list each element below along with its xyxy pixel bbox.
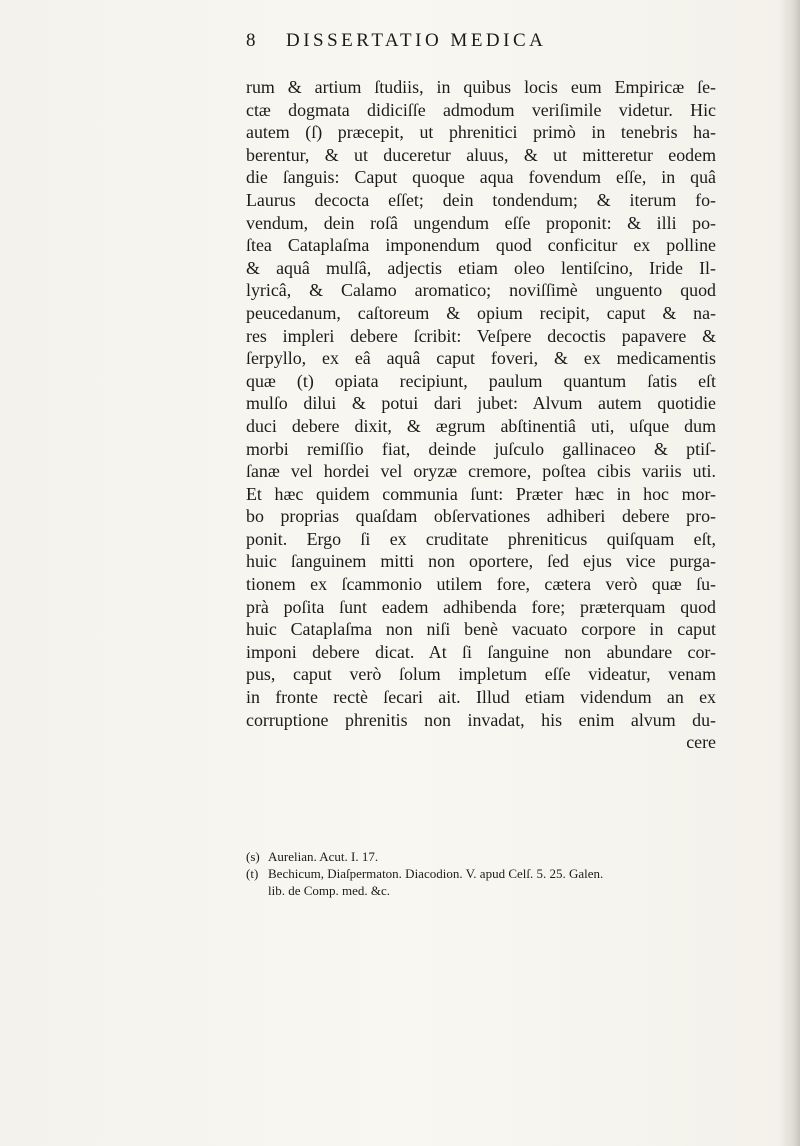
text-line: huic Cataplaſma non niſi benè vacuato corpore in caput — [246, 619, 716, 640]
text-line: ſtea Cataplaſma imponendum quod conficitur ex polline — [246, 235, 716, 256]
text-line: ponit. Ergo ſi ex cruditate phreniticus quiſquam eſt, — [246, 528, 716, 549]
text-line: quæ (t) opiata recipiunt, paulum quantum ſatis eſt — [246, 370, 716, 391]
text-line: pus, caput verò ſolum impletum eſſe videatur, venam — [246, 664, 716, 685]
text-line: imponi debere dicat. At ſi ſanguine non abundare cor- — [246, 641, 716, 662]
text-line: die ſanguis: Caput quoque aqua fovendum eſſe, in quâ — [246, 167, 716, 188]
text-line: morbi remiſſio fiat, deinde juſculo gallinaceo & ptiſ- — [246, 438, 716, 459]
text-line: vendum, dein roſâ ungendum eſſe proponit: & illi po- — [246, 212, 716, 233]
running-title: DISSERTATIO MEDICA — [286, 30, 547, 51]
text-line: tionem ex ſcammonio utilem fore, cætera verò quæ ſu- — [246, 574, 716, 595]
text-line: autem (ſ) præcepit, ut phrenitici primò in tenebris ha- — [246, 122, 716, 143]
text-line: peucedanum, caſtoreum & opium recipit, caput & na- — [246, 302, 716, 323]
text-line: ſanæ vel hordei vel oryzæ cremore, poſtea cibis variis uti. — [246, 461, 716, 482]
text-line: corruptione phrenitis non invadat, his enim alvum du- — [246, 709, 716, 730]
text-line: Laurus decocta eſſet; dein tondendum; & iterum fo- — [246, 189, 716, 210]
text-line: & aquâ mulſâ, adjectis etiam oleo lentiſcino, Iride Il- — [246, 257, 716, 278]
text-line: in fronte rectè ſecari ait. Illud etiam videndum an ex — [246, 687, 716, 708]
text-line: cere — [686, 732, 716, 753]
footnote-text: lib. de Comp. med. &c. — [268, 883, 391, 898]
text-line: lyricâ, & Calamo aromatico; noviſſimè unguento quod — [246, 280, 716, 301]
text-line: prà poſita ſunt eadem adhibenda fore; præterquam quod — [246, 596, 716, 617]
footnote — [246, 882, 716, 899]
footnote — [246, 865, 716, 882]
text-line: ctæ dogmata didiciſſe admodum veriſimile videtur. Hic — [246, 99, 716, 120]
page-number: 8 — [246, 30, 256, 51]
footnote-text: Aurelian. Acut. I. 17. — [268, 849, 379, 864]
text-line: huic ſanguinem mitti non oportere, ſed ejus vice purga- — [246, 551, 716, 572]
text-line: mulſo dilui & potui dari jubet: Alvum autem quotidie — [246, 393, 716, 414]
page-edge-shadow — [778, 0, 800, 1146]
text-line: duci debere dixit, & ægrum abſtinentiâ uti, uſque dum — [246, 415, 716, 436]
footnotes — [246, 848, 716, 899]
footnote — [246, 848, 716, 865]
text-line: bo proprias quaſdam obſervationes adhiberi debere pro- — [246, 506, 716, 527]
text-line: Et hæc quidem communia ſunt: Præter hæc in hoc mor- — [246, 483, 716, 504]
footnote-marker: (s) — [246, 849, 260, 864]
footnote-marker: (t) — [246, 866, 259, 881]
text-line: res impleri debere ſcribit: Veſpere decoctis papavere & — [246, 325, 716, 346]
text-line: rum & artium ſtudiis, in quibus locis eum Empiricæ ſe- — [246, 77, 716, 97]
text-line: berentur, & ut duceretur aluus, & ut mitteretur eodem — [246, 144, 716, 165]
running-header — [246, 30, 716, 52]
body-text — [246, 76, 716, 754]
footnote-text: Bechicum, Diaſpermaton. Diacodion. V. apud Celſ. 5. 25. Galen. — [268, 866, 604, 881]
text-line: ſerpyllo, ex eâ aquâ caput foveri, & ex medicamentis — [246, 348, 716, 369]
